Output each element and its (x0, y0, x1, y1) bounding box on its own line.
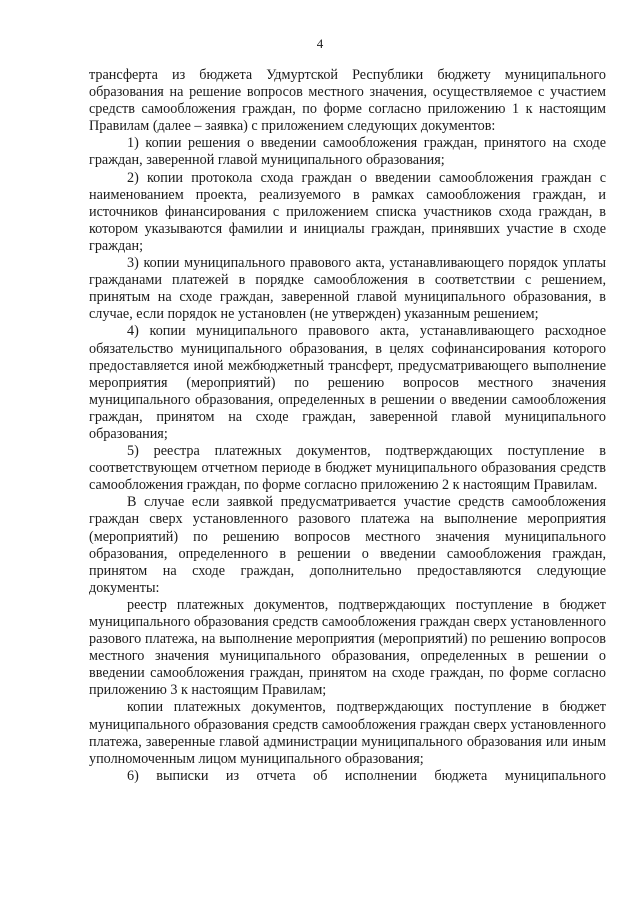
list-item-payment-registry: реестр платежных документов, подтверждающих поступление в бюджет муниципального образования средств самообложения граждан сверх установленного разового платежа, на выполнение мероприятия (мероприятий) по решению вопросов местного значения муниципального образования, определенных в решении о введении самообложения граждан, принятом на сходе граждан, по форме согласно приложению 3 к настоящим Правилам; (89, 596, 606, 699)
list-item-5: 5) реестра платежных документов, подтверждающих поступление в соответствующем отчетном периоде в бюджет муниципального образования средств самообложения граждан, по форме согласно приложению 2 к настоящим Правилам. (89, 443, 606, 494)
document-body (89, 67, 606, 785)
paragraph-additional-documents: В случае если заявкой предусматривается участие средств самообложения граждан сверх установленного разового платежа на выполнение мероприятия (мероприятий) по решению вопросов местного значения муниципального образования, определенного в решении о введении самообложения граждан, принятом на сходе граждан, дополнительно предоставляются следующие документы: (89, 494, 606, 596)
list-item-4: 4) копии муниципального правового акта, устанавливающего расходное обязательство муниципального образования, в целях софинансирования которого предоставляется иной межбюджетный трансферт, предусматривающего выполнение мероприятия (мероприятий) по решению вопросов местного значения муниципального образования, определенных в решении о введении самообложения граждан, принятом на сходе граждан, заверенной главой муниципального образования; (89, 323, 606, 442)
list-item-6: 6) выписки из отчета об исполнении бюджета муниципального (127, 767, 606, 784)
page-number: 4 (316, 36, 324, 51)
list-item-1: 1) копии решения о введении самообложения граждан, принятого на сходе граждан, заверенной главой муниципального образования; (89, 135, 606, 169)
list-item-3: 3) копии муниципального правового акта, устанавливающего порядок уплаты гражданами платежей в порядке самообложения в соответствии с решением, принятым на сходе граждан, заверенной главой муниципального образования, в случае, если порядок не установлен (не утвержден) указанным решением; (89, 255, 606, 323)
list-item-2: 2) копии протокола схода граждан о введении самообложения граждан с наименованием проекта, реализуемого в рамках самообложения граждан, и источников финансирования с приложением списка участников схода граждан, в котором указываются фамилии и инициалы граждан, принявших участие в сходе граждан; (89, 169, 606, 254)
list-item-payment-copies: копии платежных документов, подтверждающих поступление в бюджет муниципального образования средств самообложения граждан сверх установленного платежа, заверенные главой администрации муниципального образования или иным уполномоченным лицом муниципального образования; (89, 699, 606, 767)
paragraph-intro-continuation: трансферта из бюджета Удмуртской Республики бюджету муниципального образования на решение вопросов местного значения, осуществляемое с участием средств самообложения граждан, по форме согласно приложению 1 к настоящим Правилам (далее – заявка) с приложением следующих документов: (89, 67, 606, 135)
